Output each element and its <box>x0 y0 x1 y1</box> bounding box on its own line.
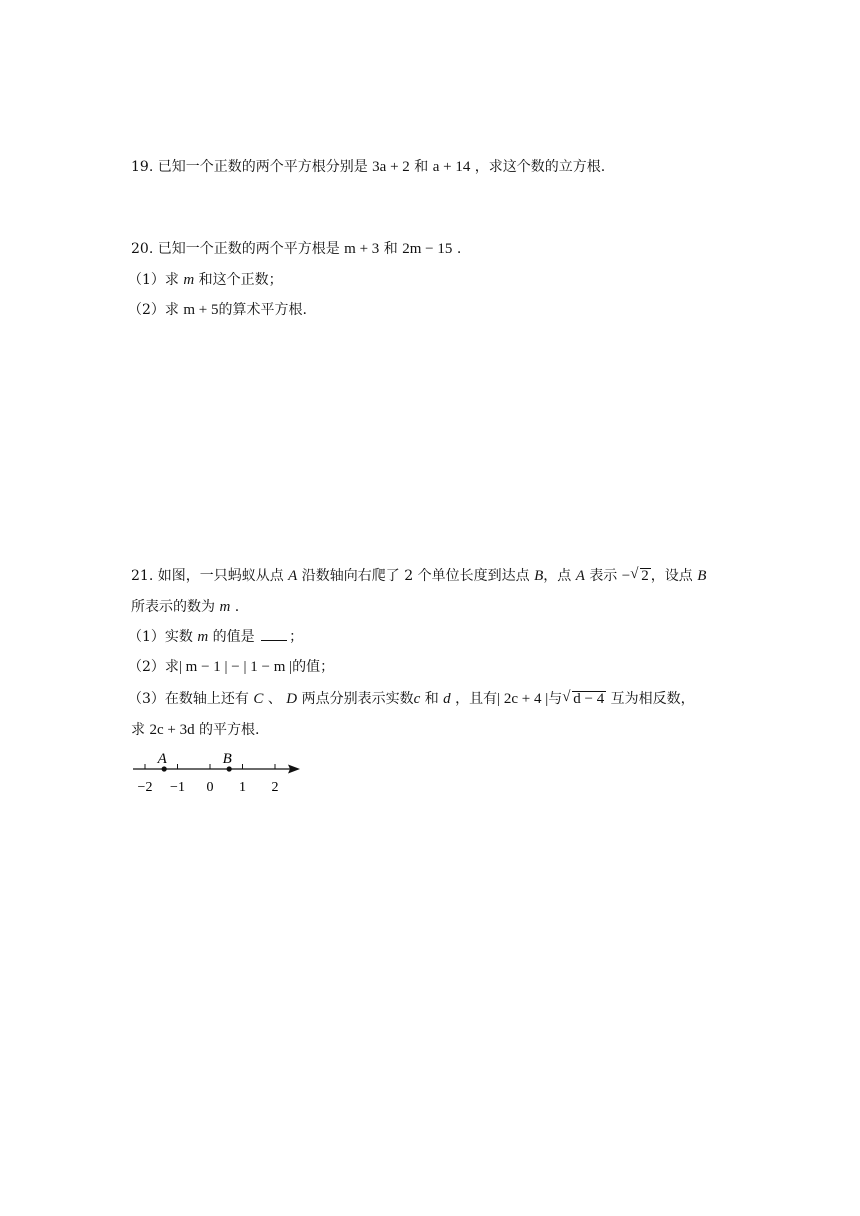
q21-point-a-2: A <box>575 568 585 584</box>
q21-text-4: 表示 <box>589 568 618 584</box>
q21-p2-expression: | m − 1 | − | 1 − m | <box>178 659 293 675</box>
q21-part-2 <box>128 657 334 677</box>
question-19 <box>131 157 605 177</box>
point-a-dot <box>162 766 167 771</box>
q21-p3-label: （3） <box>128 691 165 707</box>
q21-p3-line2-expression: 2c + 3d <box>149 722 195 738</box>
q21-line2-text-1: 所表示的数为 <box>131 599 215 615</box>
axis-tick-label: 1 <box>239 780 246 795</box>
q21-p3-text-2: 两点分别表示实数 <box>301 691 414 707</box>
q21-p1-text-2: 的值是 <box>212 629 255 645</box>
q21-p3-separator: 、 <box>267 691 282 707</box>
q19-number: 19. <box>131 159 154 175</box>
q21-text-2: 沿数轴向右爬了 2 个单位长度到达点 <box>301 568 530 584</box>
q21-line-2 <box>131 597 239 617</box>
q21-point-b-2: B <box>697 568 707 584</box>
q19-expression-2: a + 14 <box>432 159 471 175</box>
q21-p1-text-3: ； <box>289 629 304 645</box>
q21-number: 21. <box>131 568 154 584</box>
q21-p3-var-d: d <box>443 691 451 707</box>
q21-p2-text-2: 的值； <box>292 659 335 675</box>
q21-p1-var: m <box>197 629 209 645</box>
q21-p3-line2-text-2: 的平方根. <box>199 722 260 738</box>
q21-sqrt-2 <box>630 566 651 586</box>
point-a-label: A <box>157 751 167 767</box>
q20-p2-label: （2） <box>128 302 165 318</box>
q21-p3-sqrt-content: d − 4 <box>573 691 605 707</box>
q21-text-3: ，点 <box>543 568 572 584</box>
q19-text-3: ，求这个数的立方根. <box>474 159 606 175</box>
answer-blank <box>261 628 287 641</box>
q20-p1-text-1: 求 <box>164 272 179 288</box>
q21-p3-text-1: 在数轴上还有 <box>164 691 249 707</box>
q21-p1-text-1: 实数 <box>164 629 193 645</box>
q21-p3-point-c: C <box>253 691 264 707</box>
q21-part-1 <box>128 627 303 647</box>
question-20 <box>131 239 461 259</box>
number-line-figure <box>0 745 860 805</box>
q21-part-3 <box>128 689 695 709</box>
q20-part-2 <box>128 300 307 320</box>
q21-point-b: B <box>534 568 544 584</box>
q21-p2-text-1: 求 <box>164 659 179 675</box>
radical-sign-icon: √ <box>562 689 571 705</box>
axis-tick-label: 0 <box>206 780 214 795</box>
q20-number: 20. <box>131 241 154 257</box>
q21-p2-label: （2） <box>128 659 165 675</box>
q20-text-2: 和 <box>383 241 398 257</box>
q21-p3-point-d: D <box>286 691 298 707</box>
axis-tick-label: −1 <box>170 780 185 795</box>
q21-text-5: ，设点 <box>650 568 693 584</box>
q21-part-3-line-2 <box>131 720 259 740</box>
q20-p1-label: （1） <box>128 272 165 288</box>
q21-text-1: 如图，一只蚂蚁从点 <box>157 568 284 584</box>
q21-p3-text-4: ，且有 <box>455 691 498 707</box>
q21-var-m: m <box>219 599 231 615</box>
q20-text-1: 已知一个正数的两个平方根是 <box>157 241 340 257</box>
q21-p3-text-3: 和 <box>424 691 439 707</box>
q21-p3-abs-expression: | 2c + 4 | <box>497 691 549 707</box>
q21-point-a: A <box>288 568 298 584</box>
q21-p3-text-6: 互为相反数， <box>610 691 695 707</box>
axis-tick-label: −2 <box>137 780 153 795</box>
q19-text-1: 已知一个正数的两个平方根分别是 <box>157 159 368 175</box>
q20-p1-text-2: 和这个正数； <box>198 272 283 288</box>
q21-negative-sign: − <box>621 568 631 584</box>
q21-sqrt-content: 2 <box>641 568 649 584</box>
q20-p1-var: m <box>183 272 195 288</box>
q19-text-2: 和 <box>414 159 429 175</box>
point-b-dot <box>227 766 232 771</box>
q20-part-1 <box>128 270 283 290</box>
q20-text-3: . <box>456 241 462 257</box>
q21-p1-label: （1） <box>128 629 165 645</box>
q21-p3-line2-text-1: 求 <box>131 722 145 738</box>
q20-p2-text-2: 的算术平方根. <box>218 302 307 318</box>
q20-p2-text-1: 求 <box>164 302 179 318</box>
q21-line2-text-2: . <box>234 599 240 615</box>
question-21 <box>131 566 706 586</box>
axis-tick-label: 2 <box>271 780 279 795</box>
point-b-label: B <box>222 751 232 767</box>
q20-expression-1: m + 3 <box>344 241 380 257</box>
radical-sign-icon: √ <box>630 566 639 582</box>
q20-expression-2: 2m − 15 <box>402 241 453 257</box>
q20-p2-expression: m + 5 <box>183 302 219 318</box>
q21-p3-sqrt <box>562 689 606 709</box>
q21-p3-var-c: c <box>413 691 421 707</box>
q19-expression-1: 3a + 2 <box>372 159 410 175</box>
q21-p3-text-5: 与 <box>548 691 563 707</box>
